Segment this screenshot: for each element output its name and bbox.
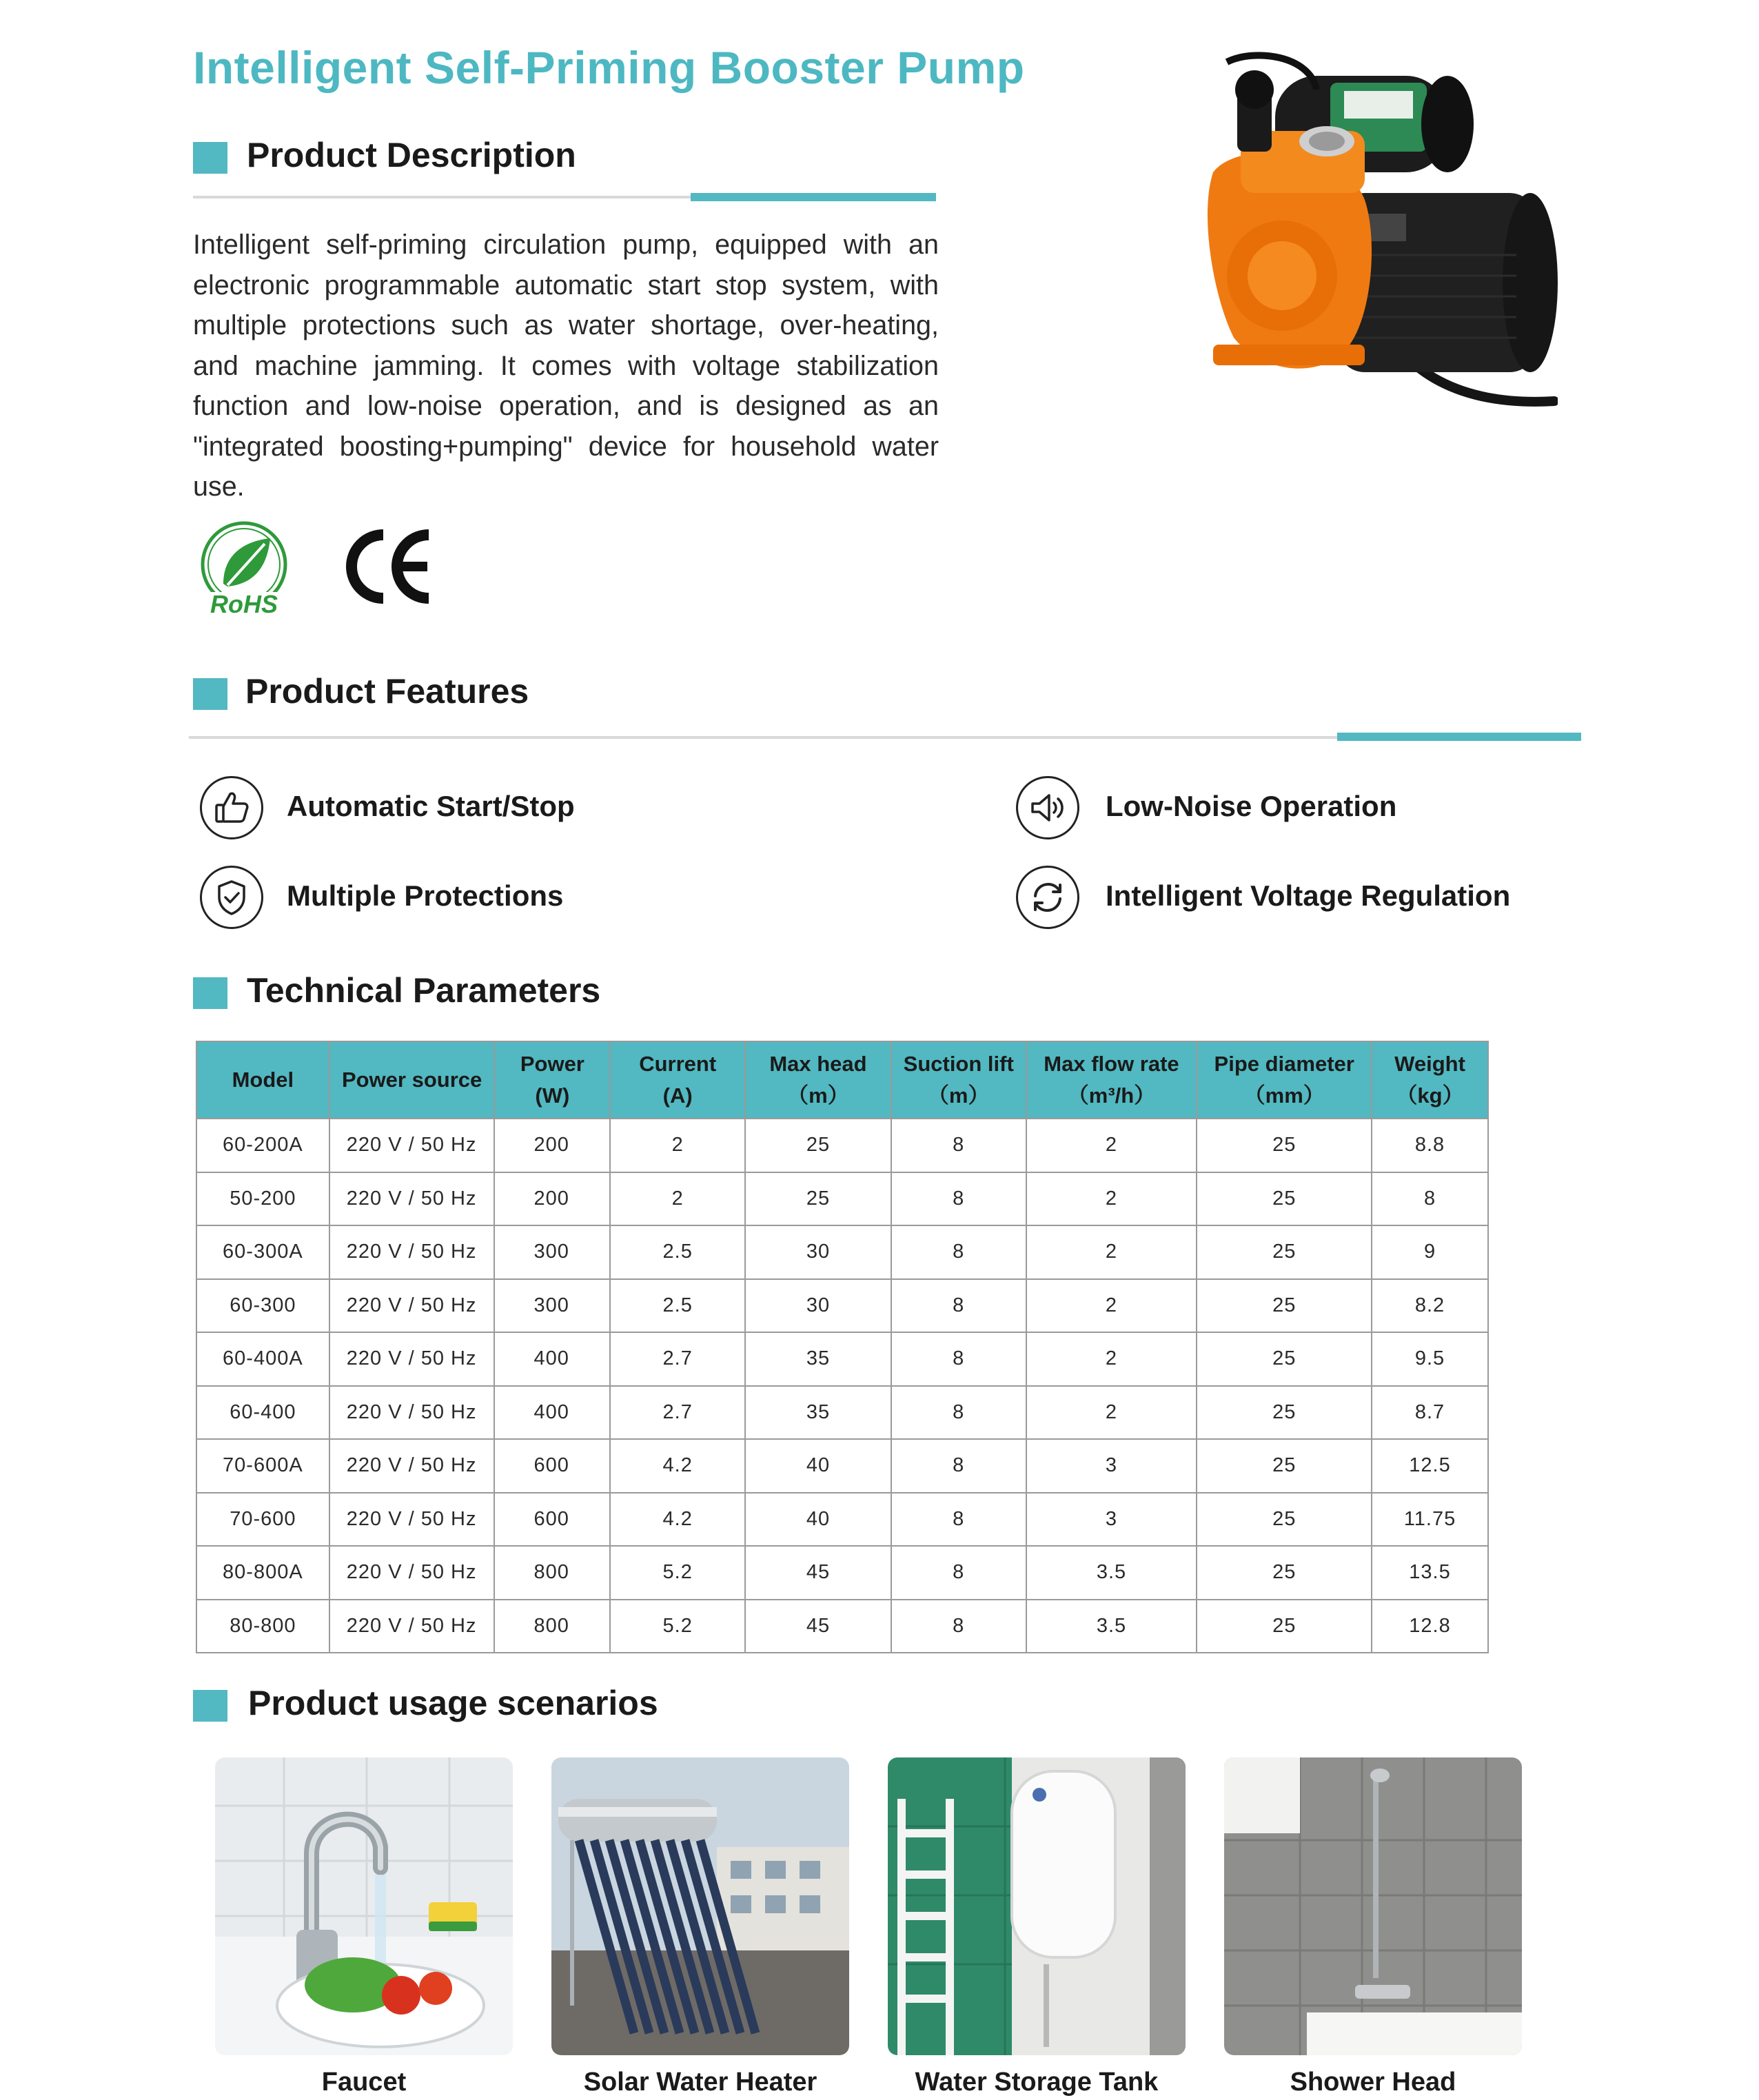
table-cell: 220 V / 50 Hz [329,1439,495,1493]
table-cell: 2 [1026,1279,1197,1333]
table-row [196,1439,1488,1493]
table-cell: 25 [1197,1225,1372,1279]
section-marker [193,142,227,174]
table-cell: 60-300A [196,1225,329,1279]
table-cell: 12.5 [1372,1439,1488,1493]
table-cell: 4.2 [610,1493,745,1547]
table-cell: 8.7 [1372,1386,1488,1440]
table-cell: 3 [1026,1439,1197,1493]
parameters-table [196,1041,1489,1653]
table-cell: 80-800A [196,1546,329,1600]
table-cell: 70-600 [196,1493,329,1547]
technical-heading: Technical Parameters [247,971,601,1010]
table-row [196,1279,1488,1333]
table-cell: 220 V / 50 Hz [329,1600,495,1653]
table-row [196,1225,1488,1279]
table-cell: 35 [745,1386,891,1440]
table-cell: 3.5 [1026,1600,1197,1653]
table-cell: 8 [1372,1172,1488,1226]
table-cell: 3 [1026,1493,1197,1547]
column-header: Weight （kg） [1372,1041,1488,1119]
table-cell: 70-600A [196,1439,329,1493]
divider-accent [1337,733,1581,741]
column-header: Power (W) [494,1041,610,1119]
shield-check-icon [200,866,263,929]
table-cell: 400 [494,1386,610,1440]
table-cell: 8.2 [1372,1279,1488,1333]
table-cell: 2 [610,1119,745,1172]
table-cell: 25 [1197,1439,1372,1493]
section-marker [193,678,227,710]
table-cell: 400 [494,1332,610,1386]
table-cell: 220 V / 50 Hz [329,1332,495,1386]
scene-image-solar-water-heater [551,1757,849,2055]
table-cell: 2.7 [610,1332,745,1386]
table-row [196,1546,1488,1600]
scene-label: Faucet [321,2068,407,2097]
table-cell: 2 [1026,1119,1197,1172]
table-cell: 45 [745,1546,891,1600]
table-cell: 8 [891,1172,1026,1226]
table-header-row [196,1041,1488,1119]
column-header: Model [196,1041,329,1119]
table-cell: 600 [494,1493,610,1547]
product-image [1172,48,1558,420]
column-header: Power source [329,1041,495,1119]
table-cell: 12.8 [1372,1600,1488,1653]
table-cell: 220 V / 50 Hz [329,1386,495,1440]
table-row [196,1386,1488,1440]
table-cell: 45 [745,1600,891,1653]
table-cell: 30 [745,1279,891,1333]
table-cell: 5.2 [610,1600,745,1653]
description-heading: Product Description [247,136,576,174]
table-cell: 8.8 [1372,1119,1488,1172]
table-cell: 800 [494,1546,610,1600]
table-cell: 13.5 [1372,1546,1488,1600]
table-cell: 11.75 [1372,1493,1488,1547]
table-cell: 220 V / 50 Hz [329,1493,495,1547]
rohs-text: RoHS [210,590,278,617]
table-cell: 60-200A [196,1119,329,1172]
table-cell: 8 [891,1279,1026,1333]
thumbs-up-icon [200,776,263,839]
column-header: Max flow rate （m³/h） [1026,1041,1197,1119]
table-cell: 2.5 [610,1225,745,1279]
column-header: Max head （m） [745,1041,891,1119]
table-cell: 220 V / 50 Hz [329,1172,495,1226]
table-cell: 200 [494,1172,610,1226]
table-cell: 8 [891,1332,1026,1386]
scene-label: Water Storage Tank [915,2068,1159,2097]
table-row [196,1119,1488,1172]
scene-label: Solar Water Heater [583,2068,817,2097]
table-cell: 25 [1197,1600,1372,1653]
table-cell: 2 [1026,1225,1197,1279]
table-cell: 8 [891,1546,1026,1600]
section-marker [193,977,227,1009]
feature-label: Automatic Start/Stop [287,790,575,822]
table-cell: 25 [1197,1332,1372,1386]
column-header: Pipe diameter （mm） [1197,1041,1372,1119]
feature-label: Intelligent Voltage Regulation [1106,879,1511,912]
table-cell: 2 [1026,1332,1197,1386]
table-cell: 220 V / 50 Hz [329,1546,495,1600]
table-row [196,1172,1488,1226]
table-cell: 40 [745,1439,891,1493]
table-cell: 25 [745,1172,891,1226]
table-cell: 25 [1197,1279,1372,1333]
scene-image-shower-head [1224,1757,1522,2055]
table-cell: 4.2 [610,1439,745,1493]
table-cell: 8 [891,1600,1026,1653]
table-cell: 25 [745,1119,891,1172]
pump-illustration [1172,48,1558,420]
table-cell: 2 [1026,1172,1197,1226]
table-row [196,1332,1488,1386]
table-cell: 30 [745,1225,891,1279]
table-cell: 220 V / 50 Hz [329,1119,495,1172]
description-text: Intelligent self-priming circulation pump, equipped with an electronic programmable automatic start stop system, with multiple protections such as water shortage, over-heating, and machine jamming. It comes with voltage stabilization function and low-noise operation, and is designed as an "integrated boosting+pumping" device for household water use. [193,230,939,502]
usage-heading: Product usage scenarios [248,1684,658,1722]
table-cell: 300 [494,1279,610,1333]
table-cell: 220 V / 50 Hz [329,1225,495,1279]
speaker-icon [1016,776,1079,839]
table-cell: 25 [1197,1546,1372,1600]
feature-label: Multiple Protections [287,879,564,912]
table-cell: 60-400A [196,1332,329,1386]
table-cell: 300 [494,1225,610,1279]
table-cell: 25 [1197,1119,1372,1172]
table-cell: 220 V / 50 Hz [329,1279,495,1333]
ce-logo [342,528,436,605]
scene-label: Shower Head [1290,2068,1456,2097]
table-cell: 25 [1197,1386,1372,1440]
table-cell: 40 [745,1493,891,1547]
table-row [196,1600,1488,1653]
column-header: Suction lift （m） [891,1041,1026,1119]
table-cell: 2 [610,1172,745,1226]
rohs-logo [196,520,292,617]
table-cell: 2.7 [610,1386,745,1440]
table-cell: 80-800 [196,1600,329,1653]
table-cell: 60-300 [196,1279,329,1333]
table-cell: 5.2 [610,1546,745,1600]
section-marker [193,1690,227,1722]
column-header: Current (A) [610,1041,745,1119]
table-cell: 200 [494,1119,610,1172]
table-cell: 2 [1026,1386,1197,1440]
table-cell: 3.5 [1026,1546,1197,1600]
table-cell: 8 [891,1119,1026,1172]
table-cell: 800 [494,1600,610,1653]
features-heading: Product Features [245,672,529,711]
table-cell: 2.5 [610,1279,745,1333]
page-title: Intelligent Self-Priming Booster Pump [193,42,1025,93]
scene-image-water-storage-tank [888,1757,1186,2055]
table-cell: 25 [1197,1493,1372,1547]
table-cell: 25 [1197,1172,1372,1226]
table-cell: 8 [891,1439,1026,1493]
table-cell: 60-400 [196,1386,329,1440]
table-cell: 8 [891,1493,1026,1547]
table-cell: 600 [494,1439,610,1493]
table-cell: 9.5 [1372,1332,1488,1386]
table-cell: 9 [1372,1225,1488,1279]
refresh-icon [1016,866,1079,929]
divider-accent [691,193,936,201]
table-cell: 8 [891,1225,1026,1279]
scene-image-faucet [215,1757,513,2055]
table-cell: 35 [745,1332,891,1386]
table-cell: 8 [891,1386,1026,1440]
table-cell: 50-200 [196,1172,329,1226]
table-body [196,1119,1488,1653]
feature-label: Low-Noise Operation [1106,790,1397,822]
table-row [196,1493,1488,1547]
